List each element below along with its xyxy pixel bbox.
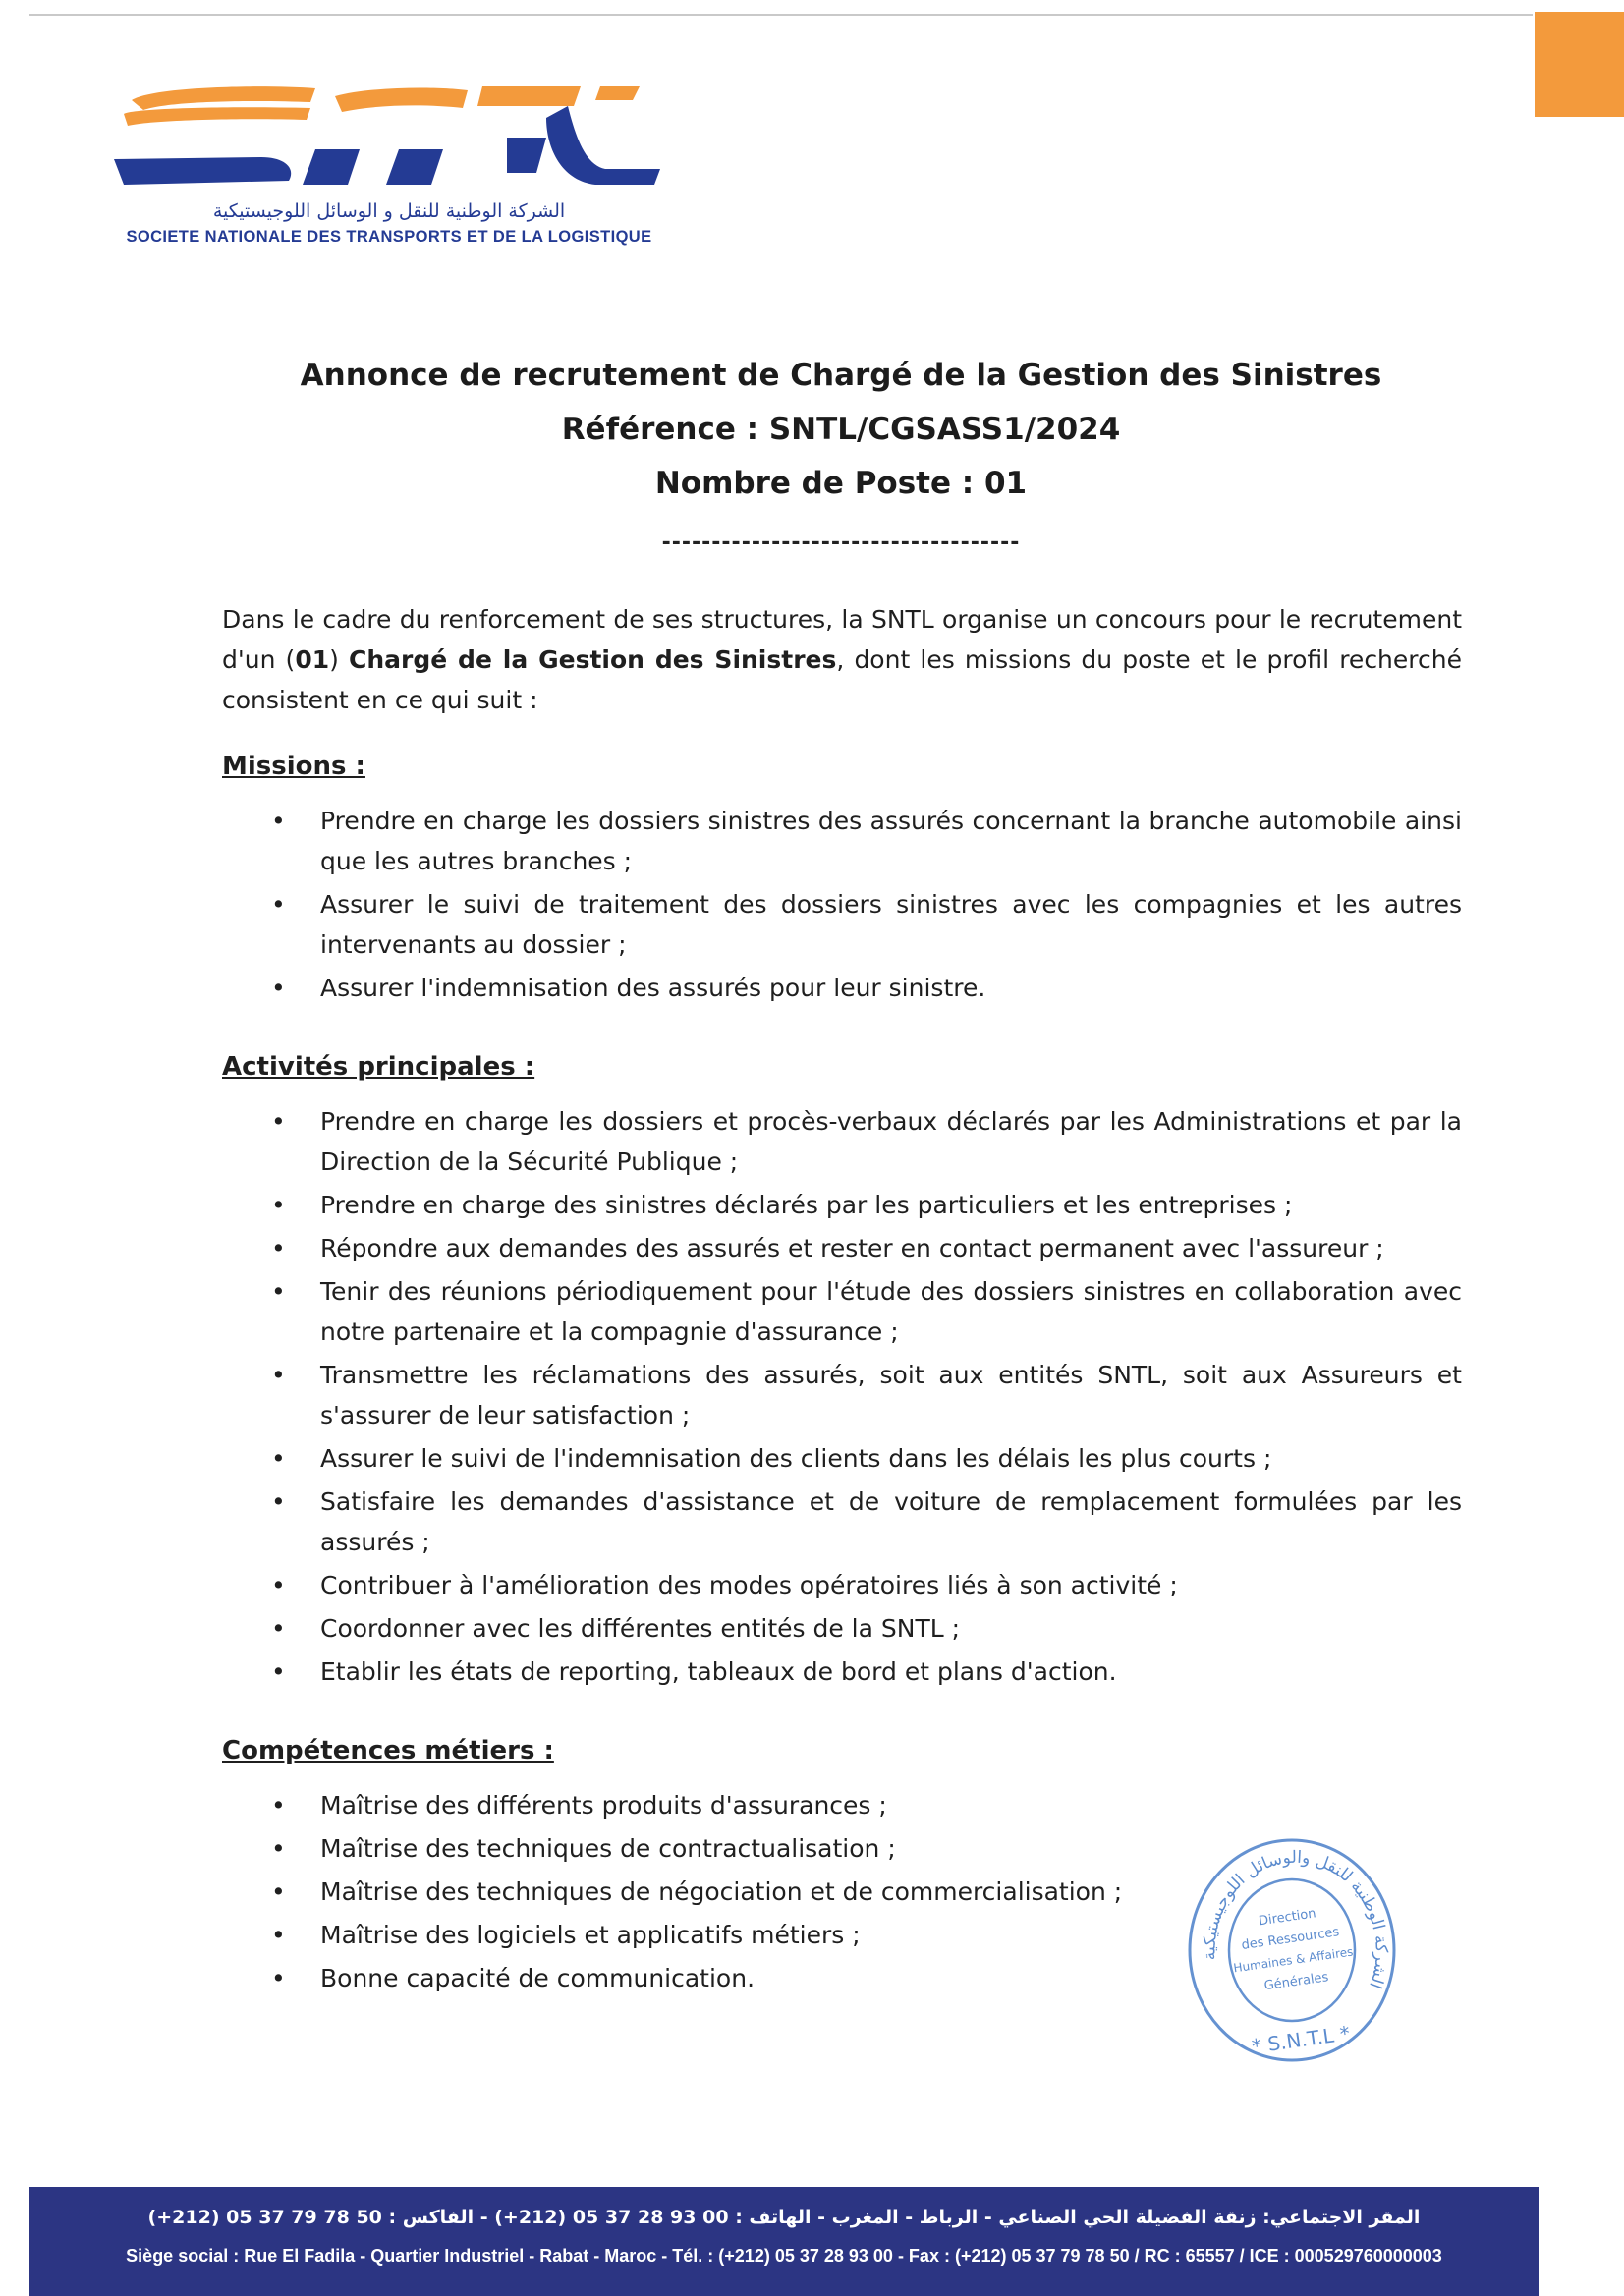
bullet-icon: • — [271, 1234, 286, 1262]
list-item-text: Bonne capacité de communication. — [320, 1964, 756, 1992]
hr-stamp — [1184, 1822, 1405, 2068]
intro-text-3: , dont les missions du poste et le profil recherché consistent en ce qui suit : — [222, 645, 1462, 714]
list-item-text: Prendre en charge des sinistres déclarés par les particuliers et les entreprises ; — [320, 1191, 1293, 1219]
stamp-bottom-text: * S.N.T.L * — [1250, 2021, 1352, 2058]
company-name-arabic: الشركة الوطنية للنقل و الوسائل اللوجيستيكية — [212, 200, 566, 222]
announcement-title: Annonce de recrutement de Chargé de la Gestion des Sinistres — [300, 358, 1382, 393]
bullet-icon: • — [271, 1487, 286, 1516]
list-item — [222, 1565, 1462, 1605]
list-item-text: Coordonner avec les différentes entités de la SNTL ; — [320, 1614, 961, 1643]
list-item — [222, 1652, 1462, 1692]
activites-title: Activités principales : — [222, 1052, 535, 1082]
bullet-icon: • — [271, 1444, 286, 1473]
company-name-french: SOCIETE NATIONALE DES TRANSPORTS ET DE LA LOGISTIQUE — [126, 228, 652, 246]
list-item-text: Assurer le suivi de traitement des dossiers sinistres avec les compagnies et les autres intervenants au dossier ; — [320, 890, 1462, 959]
footer-address-french: Siège social : Rue El Fadila - Quartier Industriel - Rabat - Maroc - Tél. : (+212) 05 37 28 93 00 - Fax : (+212) 05 37 79 78 50 / RC : 65557 / ICE : 000529760000003 — [126, 2246, 1442, 2266]
list-item — [222, 968, 1462, 1008]
list-item — [222, 801, 1462, 881]
list-item-text: Prendre en charge les dossiers sinistres des assurés concernant la branche automobile ainsi que les autres branches ; — [320, 807, 1462, 875]
list-item — [222, 1438, 1462, 1479]
bullet-icon: • — [271, 807, 286, 835]
list-item — [222, 884, 1462, 965]
reference-line: Référence : SNTL/CGSASS1/2024 — [561, 412, 1121, 447]
list-item — [222, 1101, 1462, 1182]
announcement-header — [222, 349, 1460, 511]
bullet-icon: • — [271, 890, 286, 919]
bullet-icon: • — [271, 1964, 286, 1992]
bullet-icon: • — [271, 1277, 286, 1306]
list-item-text: Contribuer à l'amélioration des modes opératoires liés à son activité ; — [320, 1571, 1178, 1599]
stamp-seal-icon — [1184, 1822, 1405, 2068]
list-item-text: Satisfaire les demandes d'assistance et de voiture de remplacement formulées par les assurés ; — [320, 1487, 1462, 1556]
list-item — [222, 1785, 1462, 1825]
bullet-icon: • — [271, 1107, 286, 1136]
list-item-text: Maîtrise des techniques de négociation et de commercialisation ; — [320, 1877, 1123, 1906]
bullet-icon: • — [271, 1921, 286, 1949]
missions-list — [222, 801, 1462, 1008]
title-separator: ------------------------------------ — [661, 531, 1021, 555]
sntl-logo-icon — [114, 79, 664, 196]
bullet-icon: • — [271, 1571, 286, 1599]
bullet-icon: • — [271, 1834, 286, 1863]
activites-list — [222, 1101, 1462, 1692]
footer-address-arabic: المقر الاجتماعي: زنقة الفضيلة الحي الصناعي - الرباط - المغرب - الهاتف : 00 93 28 37 05 (212+) - الفاكس : 50 78 79 37 05 (212+) — [147, 2207, 1421, 2228]
footer-bar — [29, 2187, 1539, 2296]
intro-job-title: Chargé de la Gestion des Sinistres — [348, 645, 837, 674]
list-item-text: Prendre en charge les dossiers et procès-verbaux déclarés par les Administrations et par la Direction de la Sécurité Publique ; — [320, 1107, 1462, 1176]
list-item — [222, 1228, 1462, 1268]
top-rule — [29, 14, 1533, 16]
bullet-icon: • — [271, 1361, 286, 1389]
stamp-arabic-ring: الشركة الوطنية للنقل والوسائل اللوجيستيكية — [1200, 1847, 1391, 1991]
bullet-icon: • — [271, 1191, 286, 1219]
list-item — [222, 1608, 1462, 1649]
list-item-text: Répondre aux demandes des assurés et rester en contact permanent avec l'assureur ; — [320, 1234, 1384, 1262]
intro-paragraph — [222, 599, 1462, 720]
list-item-text: Transmettre les réclamations des assurés, soit aux entités SNTL, soit aux Assureurs et s'assurer de leur satisfaction ; — [320, 1361, 1462, 1429]
list-item-text: Maîtrise des différents produits d'assurances ; — [320, 1791, 887, 1820]
intro-text-2: ) — [329, 645, 349, 674]
list-item-text: Assurer le suivi de l'indemnisation des clients dans les délais les plus courts ; — [320, 1444, 1272, 1473]
stamp-line-1: Direction — [1258, 1906, 1317, 1930]
list-item — [222, 1271, 1462, 1352]
list-item-text: Etablir les états de reporting, tableaux de bord et plans d'action. — [320, 1657, 1117, 1686]
corner-accent-tab — [1535, 12, 1624, 117]
bullet-icon: • — [271, 1614, 286, 1643]
activites-section — [222, 1047, 1462, 1692]
missions-section — [222, 747, 1462, 1008]
list-item — [222, 1185, 1462, 1225]
bullet-icon: • — [271, 1877, 286, 1906]
missions-title: Missions : — [222, 752, 365, 781]
list-item-text: Maîtrise des logiciels et applicatifs métiers ; — [320, 1921, 861, 1949]
stamp-line-3: Humaines & Affaires — [1232, 1944, 1355, 1976]
list-item — [222, 1482, 1462, 1562]
bullet-icon: • — [271, 1657, 286, 1686]
bullet-icon: • — [271, 974, 286, 1002]
stamp-line-4: Générales — [1262, 1970, 1330, 1994]
stamp-line-2: des Ressources — [1240, 1925, 1341, 1954]
positions-count-line: Nombre de Poste : 01 — [654, 466, 1028, 501]
intro-text-1: Dans le cadre du renforcement de ses structures, la SNTL organise un concours pour le recrutement d'un ( — [222, 605, 1462, 674]
competences-title: Compétences métiers : — [222, 1736, 554, 1765]
bullet-icon: • — [271, 1791, 286, 1820]
list-item-text: Maîtrise des techniques de contractualisation ; — [320, 1834, 896, 1863]
list-item — [222, 1355, 1462, 1435]
intro-count: 01 — [295, 645, 330, 674]
list-item-text: Assurer l'indemnisation des assurés pour leur sinistre. — [320, 974, 986, 1002]
company-logo — [114, 79, 664, 251]
list-item-text: Tenir des réunions périodiquement pour l'étude des dossiers sinistres en collaboration avec notre partenaire et la compagnie d'assurance ; — [320, 1277, 1462, 1346]
